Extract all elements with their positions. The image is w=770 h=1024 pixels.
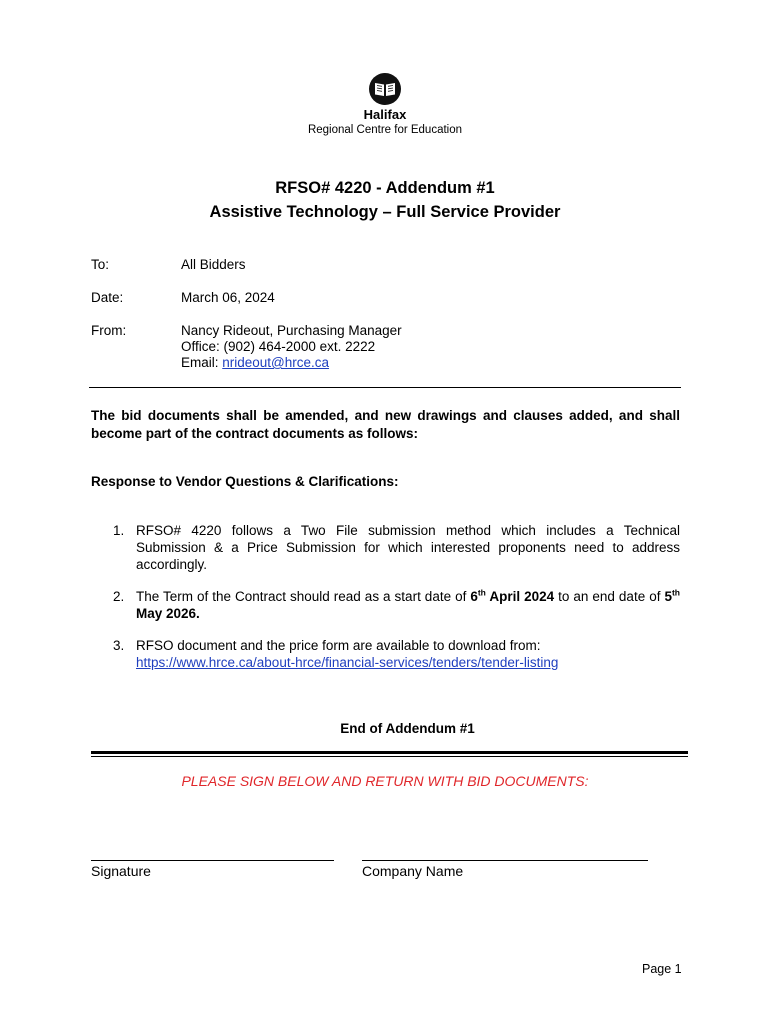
- closing-divider: [91, 751, 688, 754]
- email-link[interactable]: nrideout@hrce.ca: [222, 355, 330, 370]
- download-text: RFSO document and the price form are available to download from:: [136, 638, 541, 653]
- signature-label: Signature: [91, 863, 151, 879]
- start-date: 6th April 2024: [470, 587, 555, 604]
- list-item: [136, 588, 680, 622]
- to-label: To:: [91, 257, 110, 272]
- term-text-b: to an end date of: [554, 589, 665, 604]
- from-label: From:: [91, 323, 127, 338]
- email-label: Email:: [181, 355, 223, 370]
- signature-line[interactable]: [91, 860, 334, 861]
- organization-logo: [300, 72, 470, 144]
- document-title: RFSO# 4220 - Addendum #1: [275, 179, 495, 197]
- list-number: 2.: [113, 589, 125, 604]
- logo-name: Halifax: [363, 107, 407, 122]
- open-book-icon: [368, 72, 402, 106]
- list-item: RFSO# 4220 follows a Two File submission method which includes a Technical Submission & a Price Submission for which interested proponents need to address accordingly.: [136, 523, 680, 572]
- term-text-a: The Term of the Contract should read as a start date of: [136, 589, 471, 604]
- end-date: 5th May 2026.: [136, 587, 680, 621]
- list-number: 1.: [113, 523, 125, 538]
- company-name-label: Company Name: [362, 863, 464, 879]
- document-subtitle: Assistive Technology – Full Service Provider: [209, 203, 561, 221]
- header-divider: [89, 387, 681, 388]
- list-item: [136, 637, 680, 671]
- section-heading: Response to Vendor Questions & Clarifications:: [91, 474, 399, 489]
- end-of-addendum: End of Addendum #1: [340, 721, 475, 736]
- date-value: March 06, 2024: [181, 290, 275, 305]
- logo-subtitle: Regional Centre for Education: [307, 124, 463, 136]
- to-value: All Bidders: [181, 257, 246, 272]
- list-number: 3.: [113, 638, 125, 653]
- intro-paragraph: The bid documents shall be amended, and new drawings and clauses added, and shall become part of the contract documents as follows:: [91, 408, 680, 441]
- from-office: Office: (902) 464-2000 ext. 2222: [181, 339, 376, 354]
- from-name: Nancy Rideout, Purchasing Manager: [181, 323, 402, 338]
- tender-listing-link[interactable]: https://www.hrce.ca/about-hrce/financial-services/tenders/tender-listing: [136, 655, 559, 670]
- page-number: Page 1: [642, 962, 682, 976]
- from-email-line: [181, 355, 329, 371]
- sign-notice: PLEASE SIGN BELOW AND RETURN WITH BID DOCUMENTS:: [181, 773, 589, 789]
- closing-divider-thin: [91, 756, 688, 757]
- date-label: Date:: [91, 290, 124, 305]
- company-name-line[interactable]: [362, 860, 648, 861]
